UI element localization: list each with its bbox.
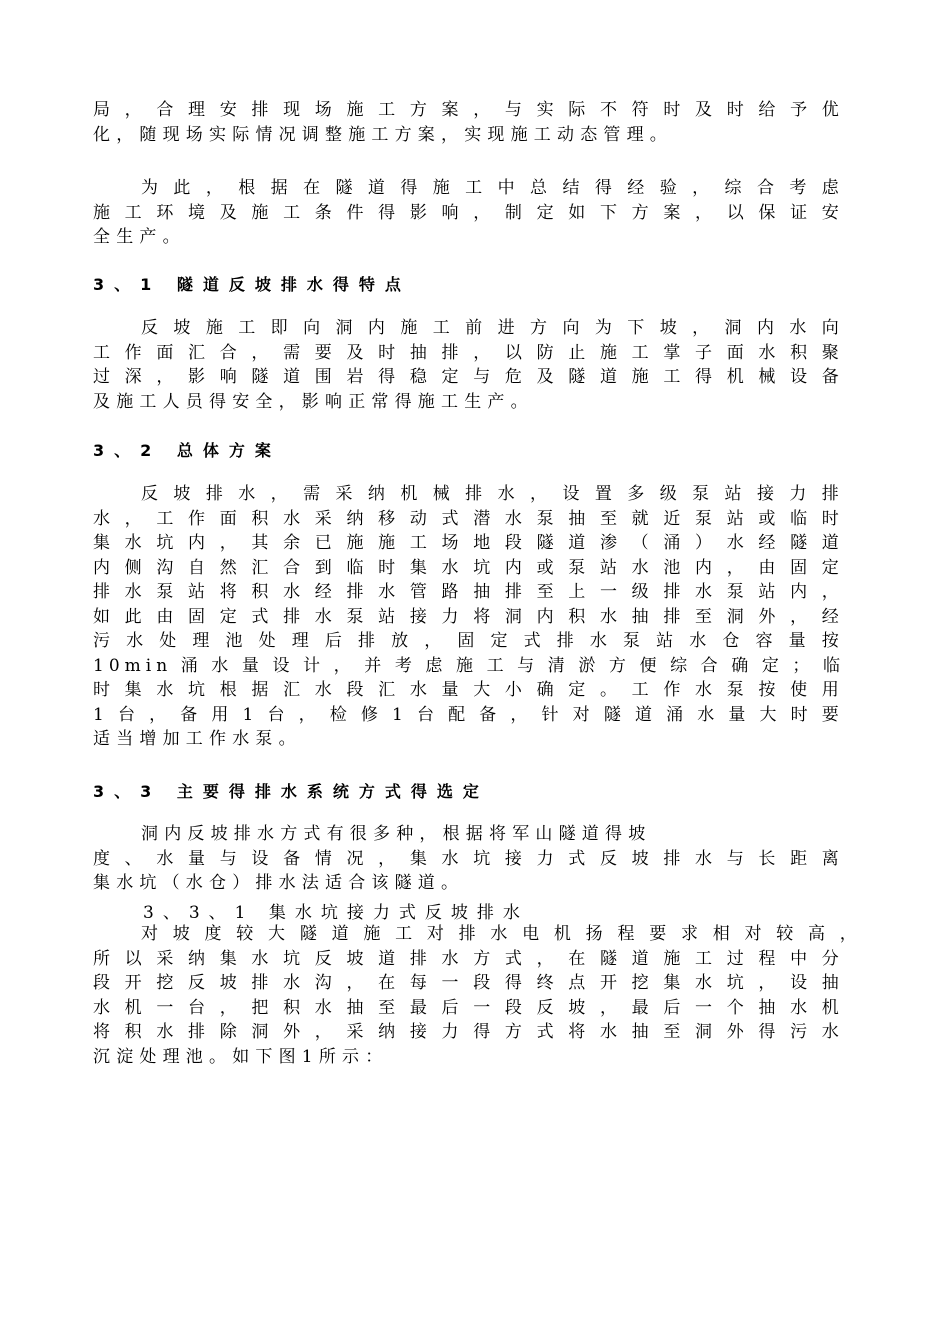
paragraph-reverse-slope-features (93, 316, 845, 414)
text-line: 1台，备用1台，检修1台配备，针对隧道涌水量大时要 (93, 704, 845, 725)
text-line: 将积水排除洞外，采纳接力得方式将水抽至洞外得污水 (93, 1022, 845, 1042)
section-heading-3-3: 3、3 主要得排水系统方式得选定 (93, 782, 489, 801)
text-line: 适当增加工作水泵。 (93, 729, 302, 749)
text-line: 集水坑内，其余已施施工场地段隧道渗（涌）水经隧道 (93, 533, 845, 553)
text-line: 如此由固定式排水泵站接力将洞内积水抽排至洞外，经 (93, 606, 845, 627)
paragraph-safety-plan (93, 176, 845, 250)
text-line: 污水处理池处理后排放，固定式排水泵站水仓容量按 (93, 631, 845, 651)
text-line: 段开挖反坡排水沟，在每一段得终点开挖集水坑，设抽 (93, 973, 845, 993)
text-line: 沉淀处理池。如下图1所示： (93, 1046, 389, 1067)
text-line: 时集水坑根据汇水段汇水量大小确定。工作水泵按使用 (93, 680, 845, 700)
text-line: 内侧沟自然汇合到临时集水坑内或泵站水池内，由固定 (93, 557, 845, 578)
section-heading-3-2: 3、2 总体方案 (93, 441, 281, 460)
text-line: 对坡度较大隧道施工对排水电机扬程要求相对较高， (141, 924, 863, 944)
text-line: 所以采纳集水坑反坡道排水方式，在隧道施工过程中分 (93, 948, 845, 969)
subsection-heading-3-3-1: 3、3、1 集水坑接力式反坡排水 (143, 903, 529, 923)
text-line: 局，合理安排现场施工方案，与实际不符时及时给予优 (93, 100, 845, 120)
text-line: 反坡排水，需采纳机械排水，设置多级泵站接力排 (141, 484, 845, 504)
text-line: 洞内反坡排水方式有很多种，根据将军山隧道得坡 (141, 824, 652, 844)
text-line: 及施工人员得安全，影响正常得施工生产。 (93, 391, 534, 412)
paragraph-overall-plan (93, 482, 845, 752)
text-line: 施工环境及施工条件得影响，制定如下方案，以保证安 (93, 202, 845, 223)
text-line: 度、水量与设备情况，集水坑接力式反坡排水与长距离 (93, 848, 845, 869)
text-line: 反坡施工即向洞内施工前进方向为下坡，洞内水向 (141, 318, 845, 338)
text-line: 全生产。 (93, 227, 186, 247)
text-line: 排水泵站将积水经排水管路抽排至上一级排水泵站内， (93, 582, 845, 602)
text-line: 工作面汇合，需要及时抽排，以防止施工掌子面水积聚 (93, 342, 845, 363)
text-line: 水，工作面积水采纳移动式潜水泵抽至就近泵站或临时 (93, 508, 845, 529)
paragraph-drainage-selection (93, 822, 845, 896)
text-line: 集水坑（水仓）排水法适合该隧道。 (93, 873, 465, 893)
text-line: 过深，影响隧道围岩得稳定与危及隧道施工得机械设备 (93, 367, 845, 387)
paragraph-dynamic-management (93, 98, 845, 147)
text-line: 为此，根据在隧道得施工中总结得经验，综合考虑 (141, 178, 845, 198)
text-line: 水机一台，把积水抽至最后一段反坡，最后一个抽水机 (93, 997, 845, 1018)
paragraph-relay-drainage (93, 922, 863, 1069)
text-line: 化，随现场实际情况调整施工方案，实现施工动态管理。 (93, 124, 673, 145)
section-heading-3-1: 3、1 隧道反坡排水得特点 (93, 275, 411, 294)
text-line: 10min涌水量设计，并考虑施工与清淤方便综合确定；临 (93, 655, 845, 676)
